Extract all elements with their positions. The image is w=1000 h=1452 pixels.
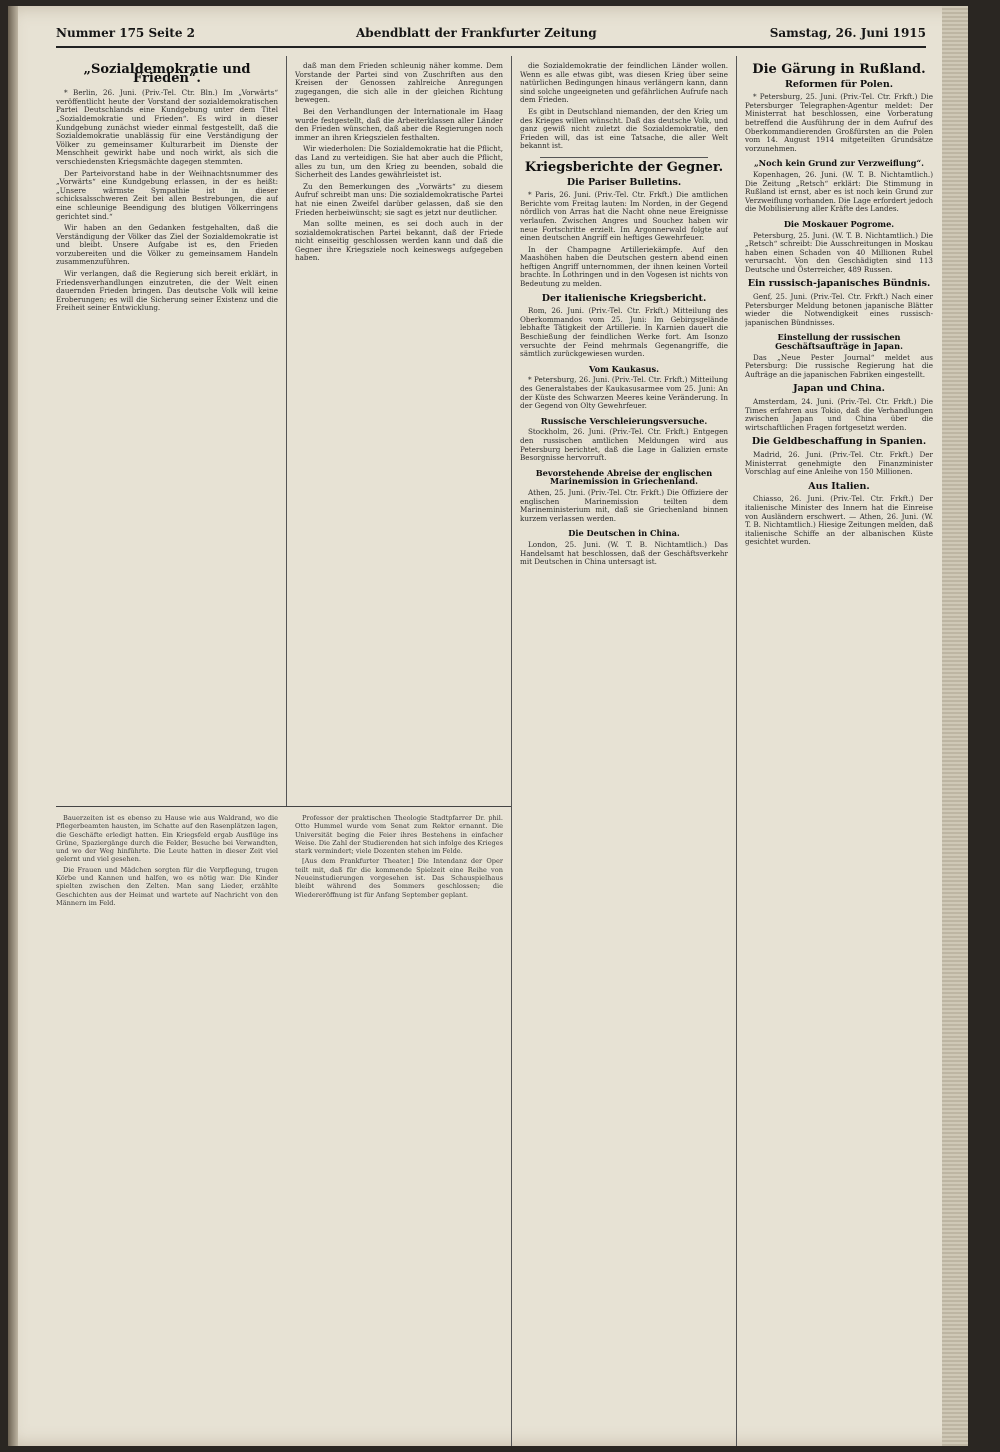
paragraph: Das „Neue Pester Journal“ meldet aus Petersburg: Die russische Regierung hat die Aufträge an die japanischen Fabriken eingestellt. <box>745 352 933 379</box>
russia-column <box>745 62 933 1442</box>
paragraph: Wir haben an den Gedanken festgehalten, daß die Verständigung der Völker das Ziel der Sozialdemokratie ist und bleibt. Unsere Aufgabe ist es, den Frieden vorzubereiten und die Völker zu gemeinsamem Handeln zusammenzuführen. <box>56 223 278 267</box>
subheading: Aus Italien. <box>808 480 870 492</box>
subheading: Die Pariser Bulletins. <box>566 176 682 188</box>
paragraph: Chiasso, 26. Juni. (Priv.-Tel. Ctr. Frkft.) Der italienische Minister des Innern hat die Einreise von Ausländern erschwert. — Athen, 26. Juni. (W. T. B. Nichtamtlich.) Hiesige Zeitungen melden, daß italienische Schiffe an der albanischen Küste gesichtet wurden. <box>745 494 933 547</box>
paragraph: In der Champagne Artilleriekämpfe. Auf den Maashöhen haben die Deutschen gestern abend einen heftigen Angriff unternommen, der ihnen keinen Vorteil brachte. In Lothringen und in den Vogesen ist nichts von Bedeutung zu melden. <box>520 244 728 289</box>
article-title: „Sozialdemokratie und Frieden“. <box>83 62 251 86</box>
paragraph: Athen, 25. Juni. (Priv.-Tel. Ctr. Frkft.) Die Offiziere der englischen Marinemission teilten dem Marineministerium mit, daß sie Griechenland binnen kurzem verlassen werden. <box>520 487 728 523</box>
subheading: Reformen für Polen. <box>784 78 894 90</box>
feuilleton-rule <box>56 806 511 807</box>
subheading: Ein russisch-japanisches Bündnis. <box>747 278 931 290</box>
issue-date: Samstag, 26. Juni 1915 <box>769 26 926 40</box>
paragraph: daß man dem Frieden schleunig näher komme. Dem Vorstande der Partei sind von Zuschriften aus den Kreisen der Genossen zahlreiche Anregungen zugegangen, die sich alle in der gleichen Richtung bewegen. <box>295 62 503 105</box>
subheading: Bevorstehende Abreise der englischen Marinemission in Griechenland. <box>535 467 713 487</box>
feuilleton-left <box>56 814 278 1434</box>
paragraph: Genf, 25. Juni. (Priv.-Tel. Ctr. Frkft.) Nach einer Petersburger Meldung betonen japanische Blätter wieder die Notwendigkeit eines russisch-japanischen Bündnisses. <box>745 292 933 327</box>
paragraph: Der Parteivorstand habe in der Weihnachtsnummer des „Vorwärts“ eine Kundgebung erlassen, in der es heißt: „Unsere wärmste Sympathie ist in dieser schicksalsschweren Zeit bei allen Bestrebungen, die auf eine schleunige Beendigung des blutigen Völkerringens gerichtet sind.“ <box>56 168 278 221</box>
paragraph: Wir wiederholen: Die Sozialdemokratie hat die Pflicht, das Land zu verteidigen. Sie hat aber auch die Pflicht, alles zu tun, um den Krieg zu beenden, sobald die Sicherheit des Landes gewährleistet ist. <box>295 144 503 180</box>
paragraph: * Petersburg, 26. Juni. (Priv.-Tel. Ctr. Frkft.) Mitteilung des Generalstabes der Kaukasusarmee vom 25. Juni: An der Küste des Schwarzen Meeres keine Veränderung. In der Gegend von Olty Gewehrfeuer. <box>520 375 728 411</box>
subheading: Russische Verschleierungsversuche. <box>540 415 708 426</box>
paragraph: Wir verlangen, daß die Regierung sich bereit erklärt, in Friedensverhandlungen einzutreten, die der Welt einen dauernden Frieden bringen. Das deutsche Volk will keine Eroberungen; es will die Sicherung seiner Existenz und die Freiheit seiner Entwicklung. <box>56 269 278 313</box>
paragraph: London, 25. Juni. (W. T. B. Nichtamtlich.) Das Handelsamt hat beschlossen, daß der Geschäftsverkehr mit Deutschen in China untersagt ist. <box>520 539 728 567</box>
subheading: „Noch kein Grund zur Verzweiflung“. <box>753 158 925 169</box>
newspaper-page <box>8 6 968 1446</box>
paragraph: Madrid, 26. Juni. (Priv.-Tel. Ctr. Frkft.) Der Ministerrat genehmigte den Finanzminister Vorschlag auf eine Anleihe von 150 Millionen. <box>745 449 933 477</box>
paragraph: Rom, 26. Juni. (Priv.-Tel. Ctr. Frkft.) Mitteilung des Oberkommandos vom 25. Juni: Im Gebirgsgelände lebhafte Tätigkeit der Artillerie. In Karnien dauert die Beschießung der feindlichen Werke fort. Am Isonzo versuchte der Feind mehrmals Gegenangriffe, die sämtlich zurückgewiesen wurden. <box>520 306 728 359</box>
paragraph: [Aus dem Frankfurter Theater.] Die Intendanz der Oper teilt mit, daß für die kommende Spielzeit eine Reihe von Neueinstudierungen vorgesehen ist. Das Schauspielhaus bleibt während des Sommers geschlossen; die Wiedereröffnung ist für Anfang September geplant. <box>295 857 503 899</box>
subheading: Vom Kaukasus. <box>589 363 659 374</box>
paragraph: Bauerzeiten ist es ebenso zu Hause wie aus Waldrand, wo die Pflegerbeamten hausten, im Schatte auf den Rasenplätzen lagen, die Geschäfte erledigt hatten. Ein Kriegsfeld ergab Ausflüge ins Grüne, Spaziergänge durch die Felder, Besuche bei Verwandten, und wo der Weg hinführte. Die Leute hatten in dieser Zeit viel gelernt und viel gesehen. <box>56 814 278 864</box>
subheading: Der italienische Kriegsbericht. <box>541 292 707 304</box>
paragraph: Bei den Verhandlungen der Internationale im Haag wurde festgestellt, daß die Arbeiterklassen aller Länder den Frieden wünschen, daß aber die Regierungen noch immer an ihren Kriegszielen festhalten. <box>295 106 503 142</box>
column-rule <box>736 56 737 1446</box>
page-header <box>56 24 926 48</box>
paragraph: Kopenhagen, 26. Juni. (W. T. B. Nichtamtlich.) Die Zeitung „Retsch“ erklärt: Die Stimmung in Rußland ist ernst, aber es ist noch kein Grund zur Verzweiflung vorhanden. Die Lage erfordert jedoch die Mobilisierung aller Kräfte des Landes. <box>745 169 933 214</box>
article-social-democracy <box>56 62 278 802</box>
subheading: Die Deutschen in China. <box>568 528 680 539</box>
binding-strip <box>8 6 18 1446</box>
paragraph: Man sollte meinen, es sei doch auch in der sozialdemokratischen Partei bekannt, daß der Friede nicht einseitig geschlossen werden kann und daß die Gegner ihre Kriegsziele noch keineswegs aufgegeben haben. <box>295 219 503 263</box>
subheading: Die Geldbeschaffung in Spanien. <box>751 436 927 448</box>
paragraph: Petersburg, 25. Juni. (W. T. B. Nichtamtlich.) Die „Retsch“ schreibt: Die Ausschreitungen in Moskau haben einen Schaden von 40 Millionen Rubel verursacht. Von den Geschädigten sind 113 Deutsche und Österreicher, 489 Russen. <box>745 230 933 274</box>
subheading: Japan und China. <box>793 383 885 395</box>
newspaper-title: Abendblatt der Frankfurter Zeitung <box>356 26 597 40</box>
paragraph: * Paris, 26. Juni. (Priv.-Tel. Ctr. Frkft.) Die amtlichen Berichte vom Freitag lauten: Im Norden, in der Gegend nördlich von Arras hat die Nacht ohne neue Ereignisse verlaufen. Zwischen Angres und Souchez haben wir neue Fortschritte erzielt. Im Argonnerwald folgte auf einen deutschen Angriff ein heftiges Gewehrfeuer. <box>520 190 728 243</box>
paragraph: die Sozialdemokratie der feindlichen Länder wollen. Wenn es alle etwas gibt, was diesen Krieg über seine natürlichen Bedingungen hinaus verlängern kann, dann sind solche ungeeigneten und gefährlichen Aufrufe nach dem Frieden. <box>520 62 728 105</box>
section-title: Kriegsberichte der Gegner. <box>524 159 724 175</box>
column-rule <box>511 56 512 1446</box>
paragraph: Es gibt in Deutschland niemanden, der den Krieg um des Krieges willen wünscht. Daß das deutsche Volk, und ganz gewiß nicht zuletzt die Sozialdemokratie, den Frieden will, das ist eine Tatsache, die aller Welt bekannt ist. <box>520 106 728 151</box>
subheading: Einstellung der russischen Geschäftsaufträge in Japan. <box>775 332 903 352</box>
paragraph: Zu den Bemerkungen des „Vorwärts“ zu diesem Aufruf schreibt man uns: Die sozialdemokratische Partei hat nie einen Zweifel darüber gelassen, daß sie den Frieden herbeiwünscht; sie sagt es jetzt nur deutlicher. <box>295 181 503 217</box>
paragraph: Die Frauen und Mädchen sorgten für die Verpflegung, trugen Körbe und Kannen und halfen, wo es nötig war. Die Kinder spielten zwischen den Zelten. Man sang Lieder, erzählte Geschichten aus der Heimat und wartete auf Nachricht von den Männern im Feld. <box>56 865 278 907</box>
section-title: Die Gärung in Rußland. <box>752 62 926 77</box>
article-continuation <box>295 62 503 802</box>
war-reports-column <box>520 62 728 1442</box>
paragraph: Professor der praktischen Theologie Stadtpfarrer Dr. phil. Otto Hummel wurde vom Senat zum Rektor ernannt. Die Universität beging die Feier ihres Bestehens in einfacher Weise. Die Zahl der Studierenden hat sich infolge des Krieges stark vermindert; viele Dozenten stehen im Felde. <box>295 814 503 856</box>
section-divider <box>540 157 708 158</box>
paragraph: * Berlin, 26. Juni. (Priv.-Tel. Ctr. Bln.) Im „Vorwärts“ veröffentlicht heute der Vorstand der sozialdemokratischen Partei Deutschlands eine Kundgebung unter dem Titel „Sozialdemokratie und Frieden“. Es wird in dieser Kundgebung zunächst wieder einmal festgestellt, daß die Sozialdemokratie unablässig für eine Verständigung der Völker zu gemeinsamer Kulturarbeit im Dienste der Menschheit gewirkt habe und noch wirkt, als sich die verschiedensten Kriegsmächte dagegen stemmten. <box>56 88 278 166</box>
paragraph: Stockholm, 26. Juni. (Priv.-Tel. Ctr. Frkft.) Entgegen den russischen amtlichen Meldungen wird aus Petersburg berichtet, daß die Lage in Galizien ernste Besorgnisse hervorruft. <box>520 427 728 463</box>
feuilleton-right <box>295 814 503 1434</box>
issue-number: Nummer 175 Seite 2 <box>56 26 196 40</box>
subheading: Die Moskauer Pogrome. <box>783 218 895 229</box>
column-rule <box>286 56 287 806</box>
paragraph: Amsterdam, 24. Juni. (Priv.-Tel. Ctr. Frkft.) Die Times erfahren aus Tokio, daß die Verhandlungen zwischen Japan und China über die wirtschaftlichen Fragen fortgesetzt werden. <box>745 397 933 432</box>
paragraph: * Petersburg, 25. Juni. (Priv.-Tel. Ctr. Frkft.) Die Petersburger Telegraphen-Agentur meldet: Der Ministerrat hat beschlossen, eine Vorberatung betreffend die Ausführung der in dem Aufruf des Oberkommandierenden Großfürsten an die Polen vom 14. August 1914 mitgeteilten Grundsätze vorzunehmen. <box>745 92 933 153</box>
page-edge <box>942 6 968 1446</box>
